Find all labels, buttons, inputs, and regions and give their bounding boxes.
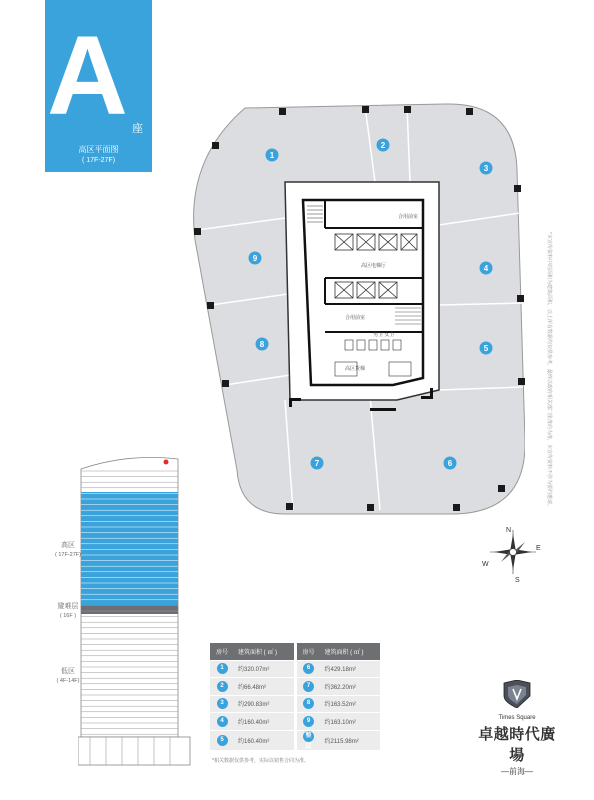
brand-logo bbox=[472, 680, 562, 777]
zone-refuge-name: 避难层 bbox=[57, 603, 79, 610]
room-label-equipment: 合用前室 bbox=[398, 214, 419, 220]
room-no-badge: 7 bbox=[303, 681, 314, 692]
table-row bbox=[210, 660, 380, 678]
room-no-cell bbox=[297, 730, 321, 750]
area-cell: 约163.52m² bbox=[321, 695, 381, 713]
area-table bbox=[210, 643, 380, 751]
room-no-cell bbox=[210, 695, 234, 713]
room-label-office-elevator: 高区货梯 bbox=[345, 366, 366, 372]
room-no-cell bbox=[210, 678, 234, 696]
refuge-floor-band bbox=[81, 605, 178, 614]
table-row bbox=[210, 678, 380, 696]
svg-text:4: 4 bbox=[483, 264, 489, 273]
table-footnote: *相关数据仅供参考，实际以销售合同为准。 bbox=[212, 758, 309, 764]
tower-seat-label: 座 bbox=[132, 123, 143, 135]
room-no-cell bbox=[297, 713, 321, 731]
room-no-badge: 9 bbox=[303, 716, 314, 727]
zone-high-name: 高区 bbox=[61, 542, 75, 549]
room-no-cell bbox=[210, 713, 234, 731]
area-cell: 约290.83m² bbox=[234, 695, 294, 713]
table-body bbox=[210, 660, 380, 750]
room-no-cell bbox=[210, 660, 234, 678]
header-area-2: 建筑面积 ( ㎡ ) bbox=[321, 643, 381, 660]
svg-text:1: 1 bbox=[269, 151, 275, 160]
svg-text:8: 8 bbox=[259, 340, 265, 349]
table-row bbox=[210, 730, 380, 750]
room-label-elevator-hall: 高区电梯厅 bbox=[361, 263, 387, 269]
room-no-badge: 5 bbox=[217, 735, 228, 746]
header-room-no: 房号 bbox=[210, 643, 234, 660]
unit-badge-7 bbox=[311, 457, 324, 470]
header-area: 建筑面积 ( ㎡ ) bbox=[234, 643, 294, 660]
shield-logo-icon bbox=[502, 680, 532, 708]
room-no-badge: 整层 bbox=[303, 731, 314, 742]
room-label-equipment-2: 合用前室 bbox=[345, 315, 366, 321]
area-cell: 约2115.98m² bbox=[321, 730, 381, 750]
compass-west-label: W bbox=[482, 561, 489, 568]
area-cell: 约66.48m² bbox=[234, 678, 294, 696]
unit-badge-5 bbox=[480, 342, 493, 355]
area-cell: 约362.20m² bbox=[321, 678, 381, 696]
room-no-badge: 1 bbox=[217, 663, 228, 674]
table-header-row bbox=[210, 643, 380, 660]
logo-english: Times Square bbox=[498, 715, 536, 721]
area-cell: 约160.40m² bbox=[234, 713, 294, 731]
area-cell: 约163.10m² bbox=[321, 713, 381, 731]
area-cell: 约320.07m² bbox=[234, 660, 294, 678]
svg-text:9: 9 bbox=[252, 254, 258, 263]
high-zone-band bbox=[81, 492, 178, 605]
room-label-restroom: 男卫 女卫 bbox=[373, 332, 395, 338]
plan-floor-range: ( 17F-27F) bbox=[81, 157, 116, 164]
floor-plan bbox=[185, 100, 525, 520]
zone-refuge-range: ( 16F ) bbox=[59, 613, 77, 619]
svg-text:5: 5 bbox=[483, 344, 489, 353]
svg-text:2: 2 bbox=[380, 141, 386, 150]
svg-text:3: 3 bbox=[483, 164, 489, 173]
unit-badge-8 bbox=[256, 338, 269, 351]
room-no-badge: 3 bbox=[217, 698, 228, 709]
logo-chinese: 卓越時代廣場 bbox=[478, 726, 556, 764]
logo-subtitle: —前海— bbox=[501, 767, 533, 776]
tower-letter: A bbox=[47, 13, 128, 138]
compass-south-label: S bbox=[515, 577, 520, 584]
header-room-no-2: 房号 bbox=[297, 643, 321, 660]
room-no-cell bbox=[297, 678, 321, 696]
room-no-cell bbox=[297, 660, 321, 678]
unit-badge-3 bbox=[480, 162, 493, 175]
unit-badge-2 bbox=[377, 139, 390, 152]
room-no-cell bbox=[297, 695, 321, 713]
compass-east-label: E bbox=[536, 545, 541, 552]
elevator-bank-bottom bbox=[335, 282, 397, 298]
title-block bbox=[45, 0, 152, 172]
room-no-badge: 4 bbox=[217, 716, 228, 727]
unit-badge-9 bbox=[249, 252, 262, 265]
plan-subtitle: 高区平面图 bbox=[78, 145, 119, 154]
unit-badge-1 bbox=[266, 149, 279, 162]
building-elevation bbox=[78, 455, 198, 767]
room-no-badge: 8 bbox=[303, 698, 314, 709]
zone-high-range: ( 17F-27F) bbox=[55, 552, 81, 558]
compass-rose bbox=[478, 522, 548, 584]
compass-north-label: N bbox=[506, 527, 512, 534]
zone-low-range: ( 4F-14F) bbox=[56, 678, 80, 684]
zone-low-name: 低区 bbox=[61, 668, 75, 675]
room-no-badge: 6 bbox=[303, 663, 314, 674]
room-no-badge: 2 bbox=[217, 681, 228, 692]
table-row bbox=[210, 713, 380, 731]
unit-badge-6 bbox=[444, 457, 457, 470]
area-cell: 约429.18m² bbox=[321, 660, 381, 678]
disclaimer-note bbox=[543, 232, 557, 522]
svg-text:6: 6 bbox=[447, 459, 453, 468]
room-no-cell bbox=[210, 730, 234, 750]
unit-badge-4 bbox=[480, 262, 493, 275]
svg-text:7: 7 bbox=[314, 459, 320, 468]
table-row bbox=[210, 695, 380, 713]
area-cell: 约160.40m² bbox=[234, 730, 294, 750]
disclaimer-text: *本宣传资料中的面积为建筑面积，以上所有数据均仅供参考，最终以政府相关部门批准的为准，本宣传资料不作为要约邀请。 bbox=[546, 232, 552, 509]
